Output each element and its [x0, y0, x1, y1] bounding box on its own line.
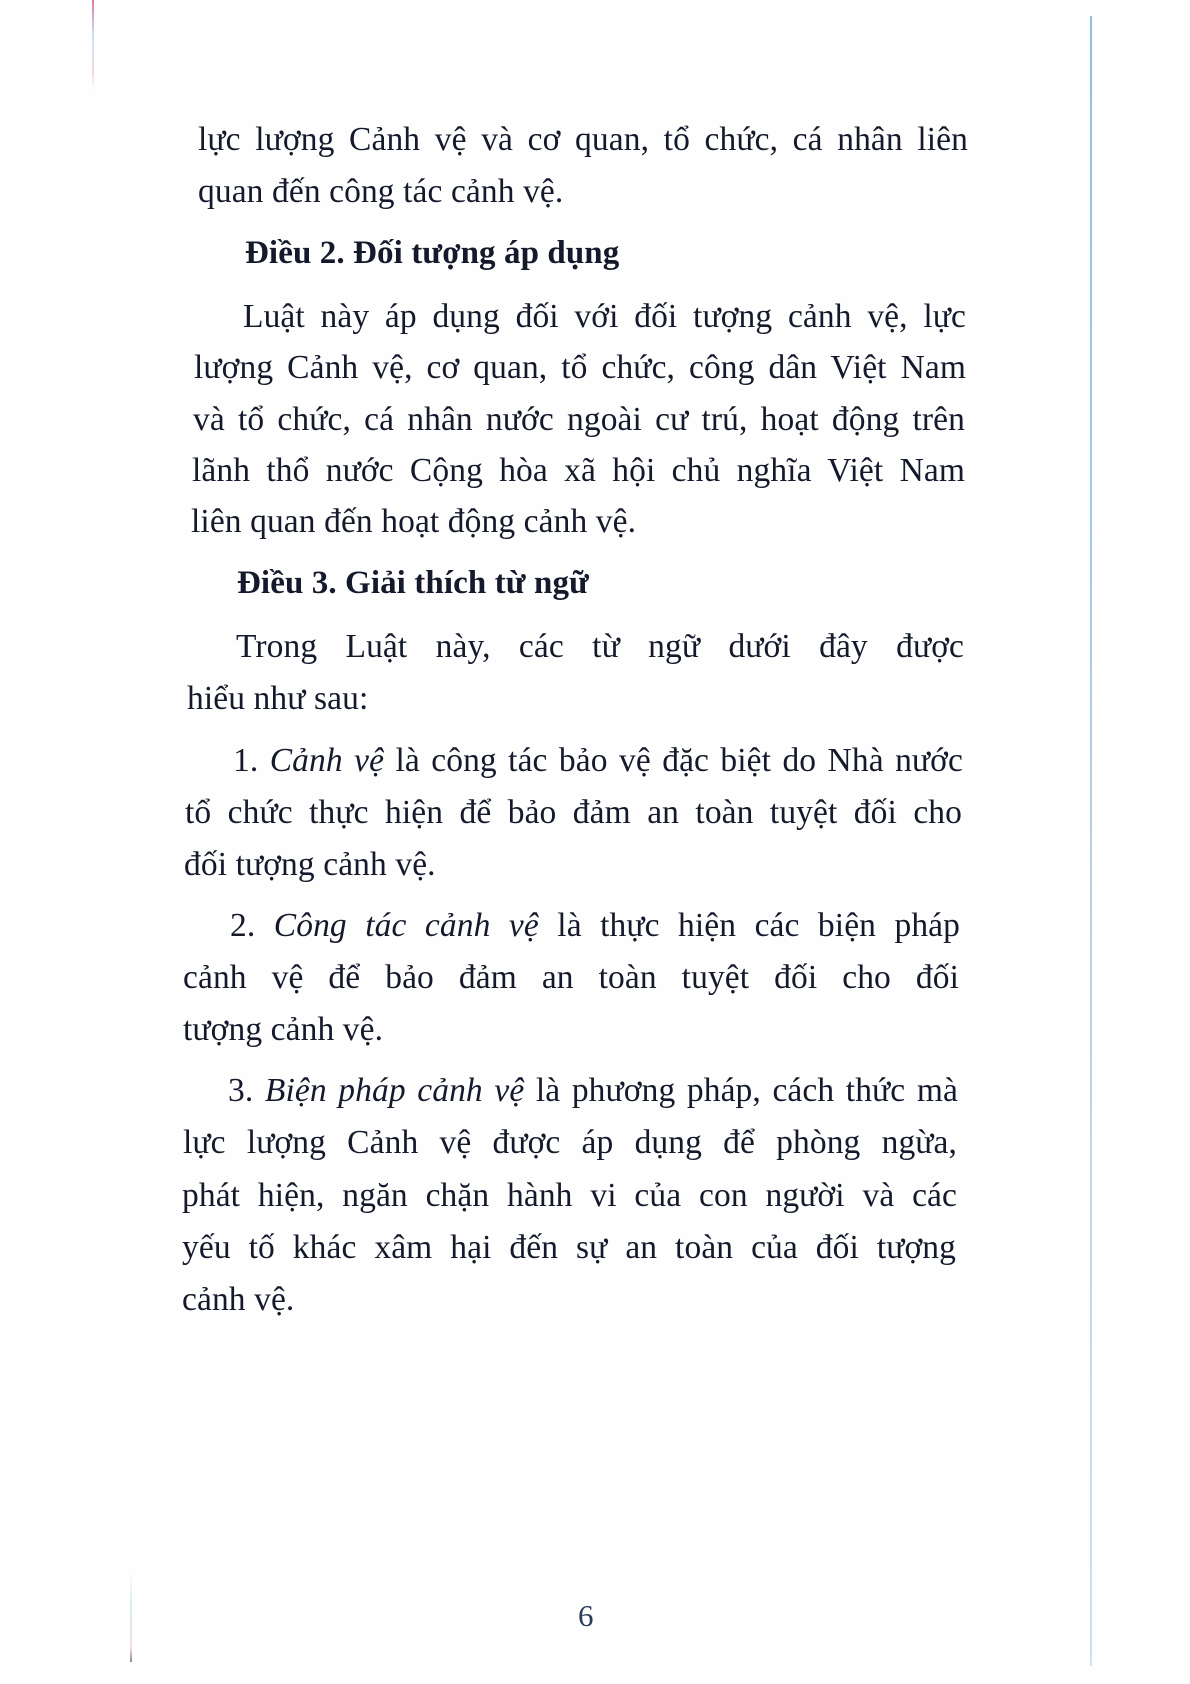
definition-3-line: phát hiện, ngăn chặn hành vi của con người và các [182, 1177, 957, 1214]
definition-2-first-line [230, 906, 960, 946]
definition-3-first-line [228, 1071, 958, 1111]
definition-2-line: cảnh vệ để bảo đảm an toàn tuyệt đối cho đối [183, 959, 959, 996]
article-2-line: và tổ chức, cá nhân nước ngoài cư trú, hoạt động trên [193, 401, 965, 438]
article-3-intro-line: Trong Luật này, các từ ngữ dưới đây được [236, 628, 964, 665]
definition-text: là phương pháp, cách thức mà [535, 1072, 958, 1109]
article-3-intro-line: hiểu như sau: [187, 680, 369, 717]
definition-number: 3. [228, 1072, 254, 1109]
page-number: 6 [578, 1598, 594, 1633]
definition-number: 1. [233, 742, 259, 779]
definition-term: Biện pháp cảnh vệ [264, 1072, 525, 1109]
definition-3-line: yếu tố khác xâm hại đến sự an toàn của đối tượng [182, 1229, 956, 1266]
article-2-line: lãnh thổ nước Cộng hòa xã hội chủ nghĩa Việt Nam [192, 452, 965, 489]
definition-2-line: tượng cảnh vệ. [183, 1011, 384, 1048]
definition-3-line: lực lượng Cảnh vệ được áp dụng để phòng ngừa, [183, 1124, 957, 1161]
definition-text: là thực hiện các biện pháp [557, 907, 960, 944]
definition-3-line: cảnh vệ. [182, 1281, 295, 1318]
definition-1-first-line [233, 741, 963, 781]
definition-term: Công tác cảnh vệ [273, 907, 539, 944]
article-3-heading: Điều 3. Giải thích từ ngữ [237, 565, 589, 601]
article-2-line: liên quan đến hoạt động cảnh vệ. [191, 503, 637, 540]
article-2-line: Luật này áp dụng đối với đối tượng cảnh vệ, lực [243, 298, 966, 335]
definition-text: là công tác bảo vệ đặc biệt do Nhà nước [395, 742, 963, 779]
definition-term: Cảnh vệ [269, 742, 385, 779]
article-2-line: lượng Cảnh vệ, cơ quan, tổ chức, công dân Việt Nam [194, 349, 966, 386]
body-line: quan đến công tác cảnh vệ. [198, 173, 564, 210]
definition-number: 2. [230, 907, 256, 944]
definition-1-line: tổ chức thực hiện để bảo đảm an toàn tuyệt đối cho [185, 794, 962, 831]
body-line: lực lượng Cảnh vệ và cơ quan, tổ chức, cá nhân liên [198, 121, 968, 158]
definition-1-line: đối tượng cảnh vệ. [184, 846, 436, 883]
article-2-heading: Điều 2. Đối tượng áp dụng [245, 235, 620, 271]
